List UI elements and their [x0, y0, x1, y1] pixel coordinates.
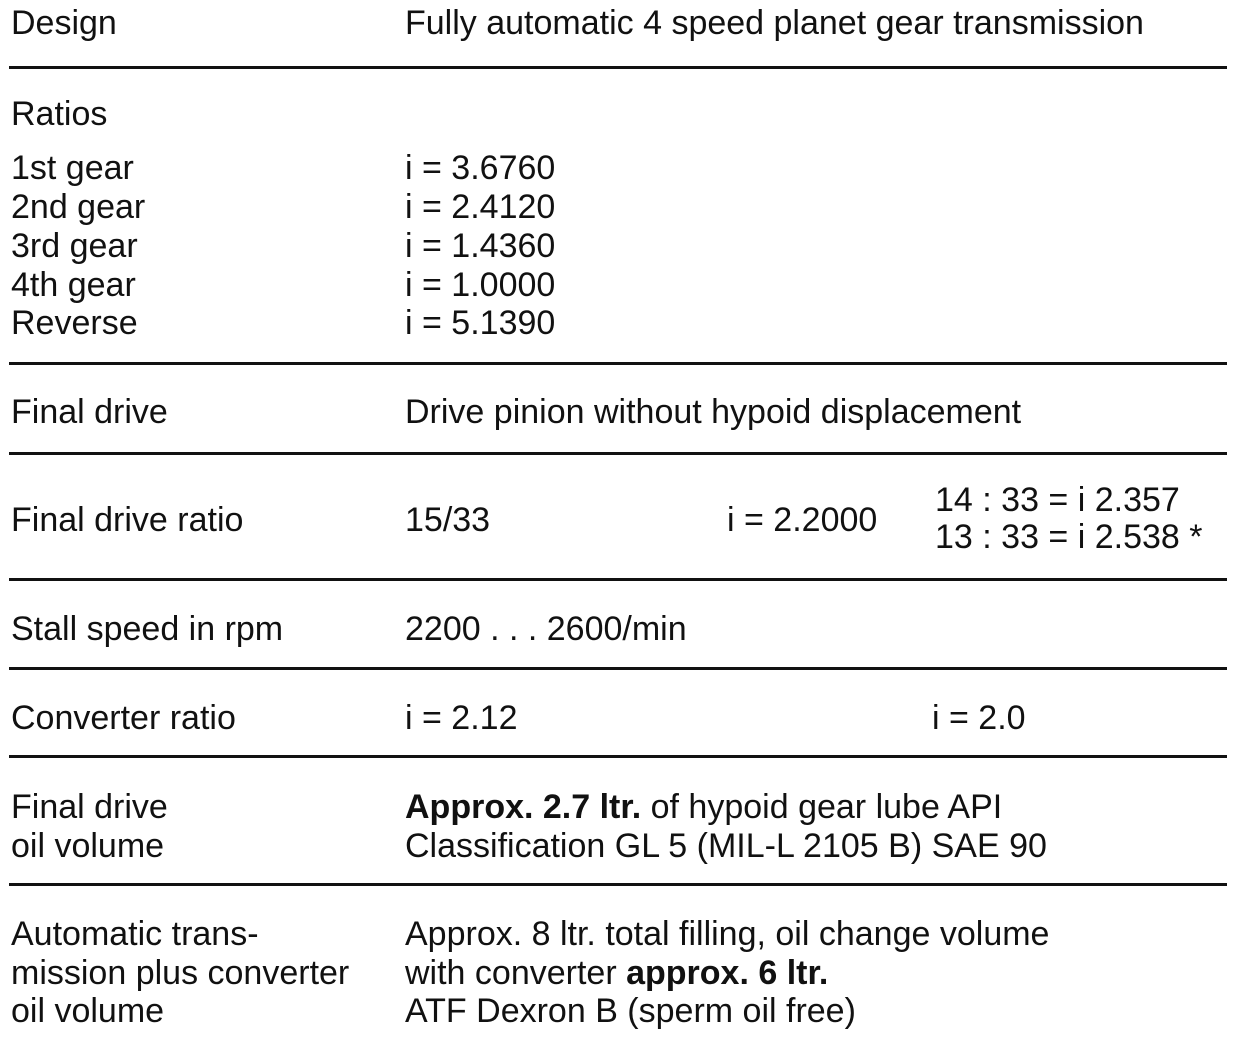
gear-ratio-3rd: i = 1.4360: [405, 227, 556, 265]
converter-ratio-value-1: i = 2.12: [405, 699, 518, 737]
final-drive-oil-amount: Approx. 2.7 ltr.: [405, 788, 642, 826]
design-label: Design: [11, 4, 117, 42]
design-value: Fully automatic 4 speed planet gear transmission: [405, 4, 1144, 42]
gear-label-reverse: Reverse: [11, 304, 138, 342]
gear-label-4th: 4th gear: [11, 266, 136, 304]
gear-ratio-4th: i = 1.0000: [405, 266, 556, 304]
final-drive-oil-label-line2: oil volume: [11, 827, 165, 865]
gear-label-3rd: 3rd gear: [11, 227, 138, 265]
divider: [9, 66, 1227, 69]
final-drive-ratio-teeth: 15/33: [405, 501, 491, 539]
divider: [9, 667, 1227, 670]
atf-oil-line1: Approx. 8 ltr. total filling, oil change volume: [405, 915, 1050, 953]
divider: [9, 578, 1227, 581]
gear-ratio-2nd: i = 2.4120: [405, 188, 556, 226]
divider: [9, 883, 1227, 886]
divider: [9, 362, 1227, 365]
atf-oil-label-line2: mission plus converter: [11, 954, 350, 992]
ratios-heading: Ratios: [11, 95, 108, 133]
divider: [9, 755, 1227, 758]
final-drive-value: Drive pinion without hypoid displacement: [405, 393, 1022, 431]
atf-oil-label-line1: Automatic trans-: [11, 915, 259, 953]
gear-label-1st: 1st gear: [11, 149, 134, 187]
final-drive-ratio-value: i = 2.2000: [727, 501, 878, 539]
final-drive-oil-line1-rest: of hypoid gear lube API: [641, 788, 1003, 826]
final-drive-oil-label-line1: Final drive: [11, 788, 168, 826]
converter-ratio-value-2: i = 2.0: [932, 699, 1026, 737]
converter-ratio-label: Converter ratio: [11, 699, 236, 737]
final-drive-label: Final drive: [11, 393, 168, 431]
final-drive-ratio-alt-2: 13 : 33 = i 2.538 *: [935, 518, 1203, 556]
divider: [9, 452, 1227, 455]
gear-ratio-1st: i = 3.6760: [405, 149, 556, 187]
gear-label-2nd: 2nd gear: [11, 188, 146, 226]
final-drive-oil-line1: [405, 788, 1002, 827]
stall-speed-label: Stall speed in rpm: [11, 610, 284, 648]
atf-oil-line3: ATF Dexron B (sperm oil free): [405, 992, 856, 1030]
stall-speed-value: 2200 . . . 2600/min: [405, 610, 687, 648]
gear-ratio-reverse: i = 5.1390: [405, 304, 556, 342]
atf-oil-line2: [405, 954, 828, 993]
atf-oil-label-line3: oil volume: [11, 992, 165, 1030]
final-drive-ratio-label: Final drive ratio: [11, 501, 244, 539]
atf-oil-line2-prefix: with converter: [405, 954, 627, 992]
final-drive-ratio-alt-1: 14 : 33 = i 2.357: [935, 481, 1180, 519]
atf-oil-change-amount: approx. 6 ltr.: [626, 954, 829, 992]
final-drive-oil-line2: Classification GL 5 (MIL-L 2105 B) SAE 90: [405, 827, 1047, 865]
